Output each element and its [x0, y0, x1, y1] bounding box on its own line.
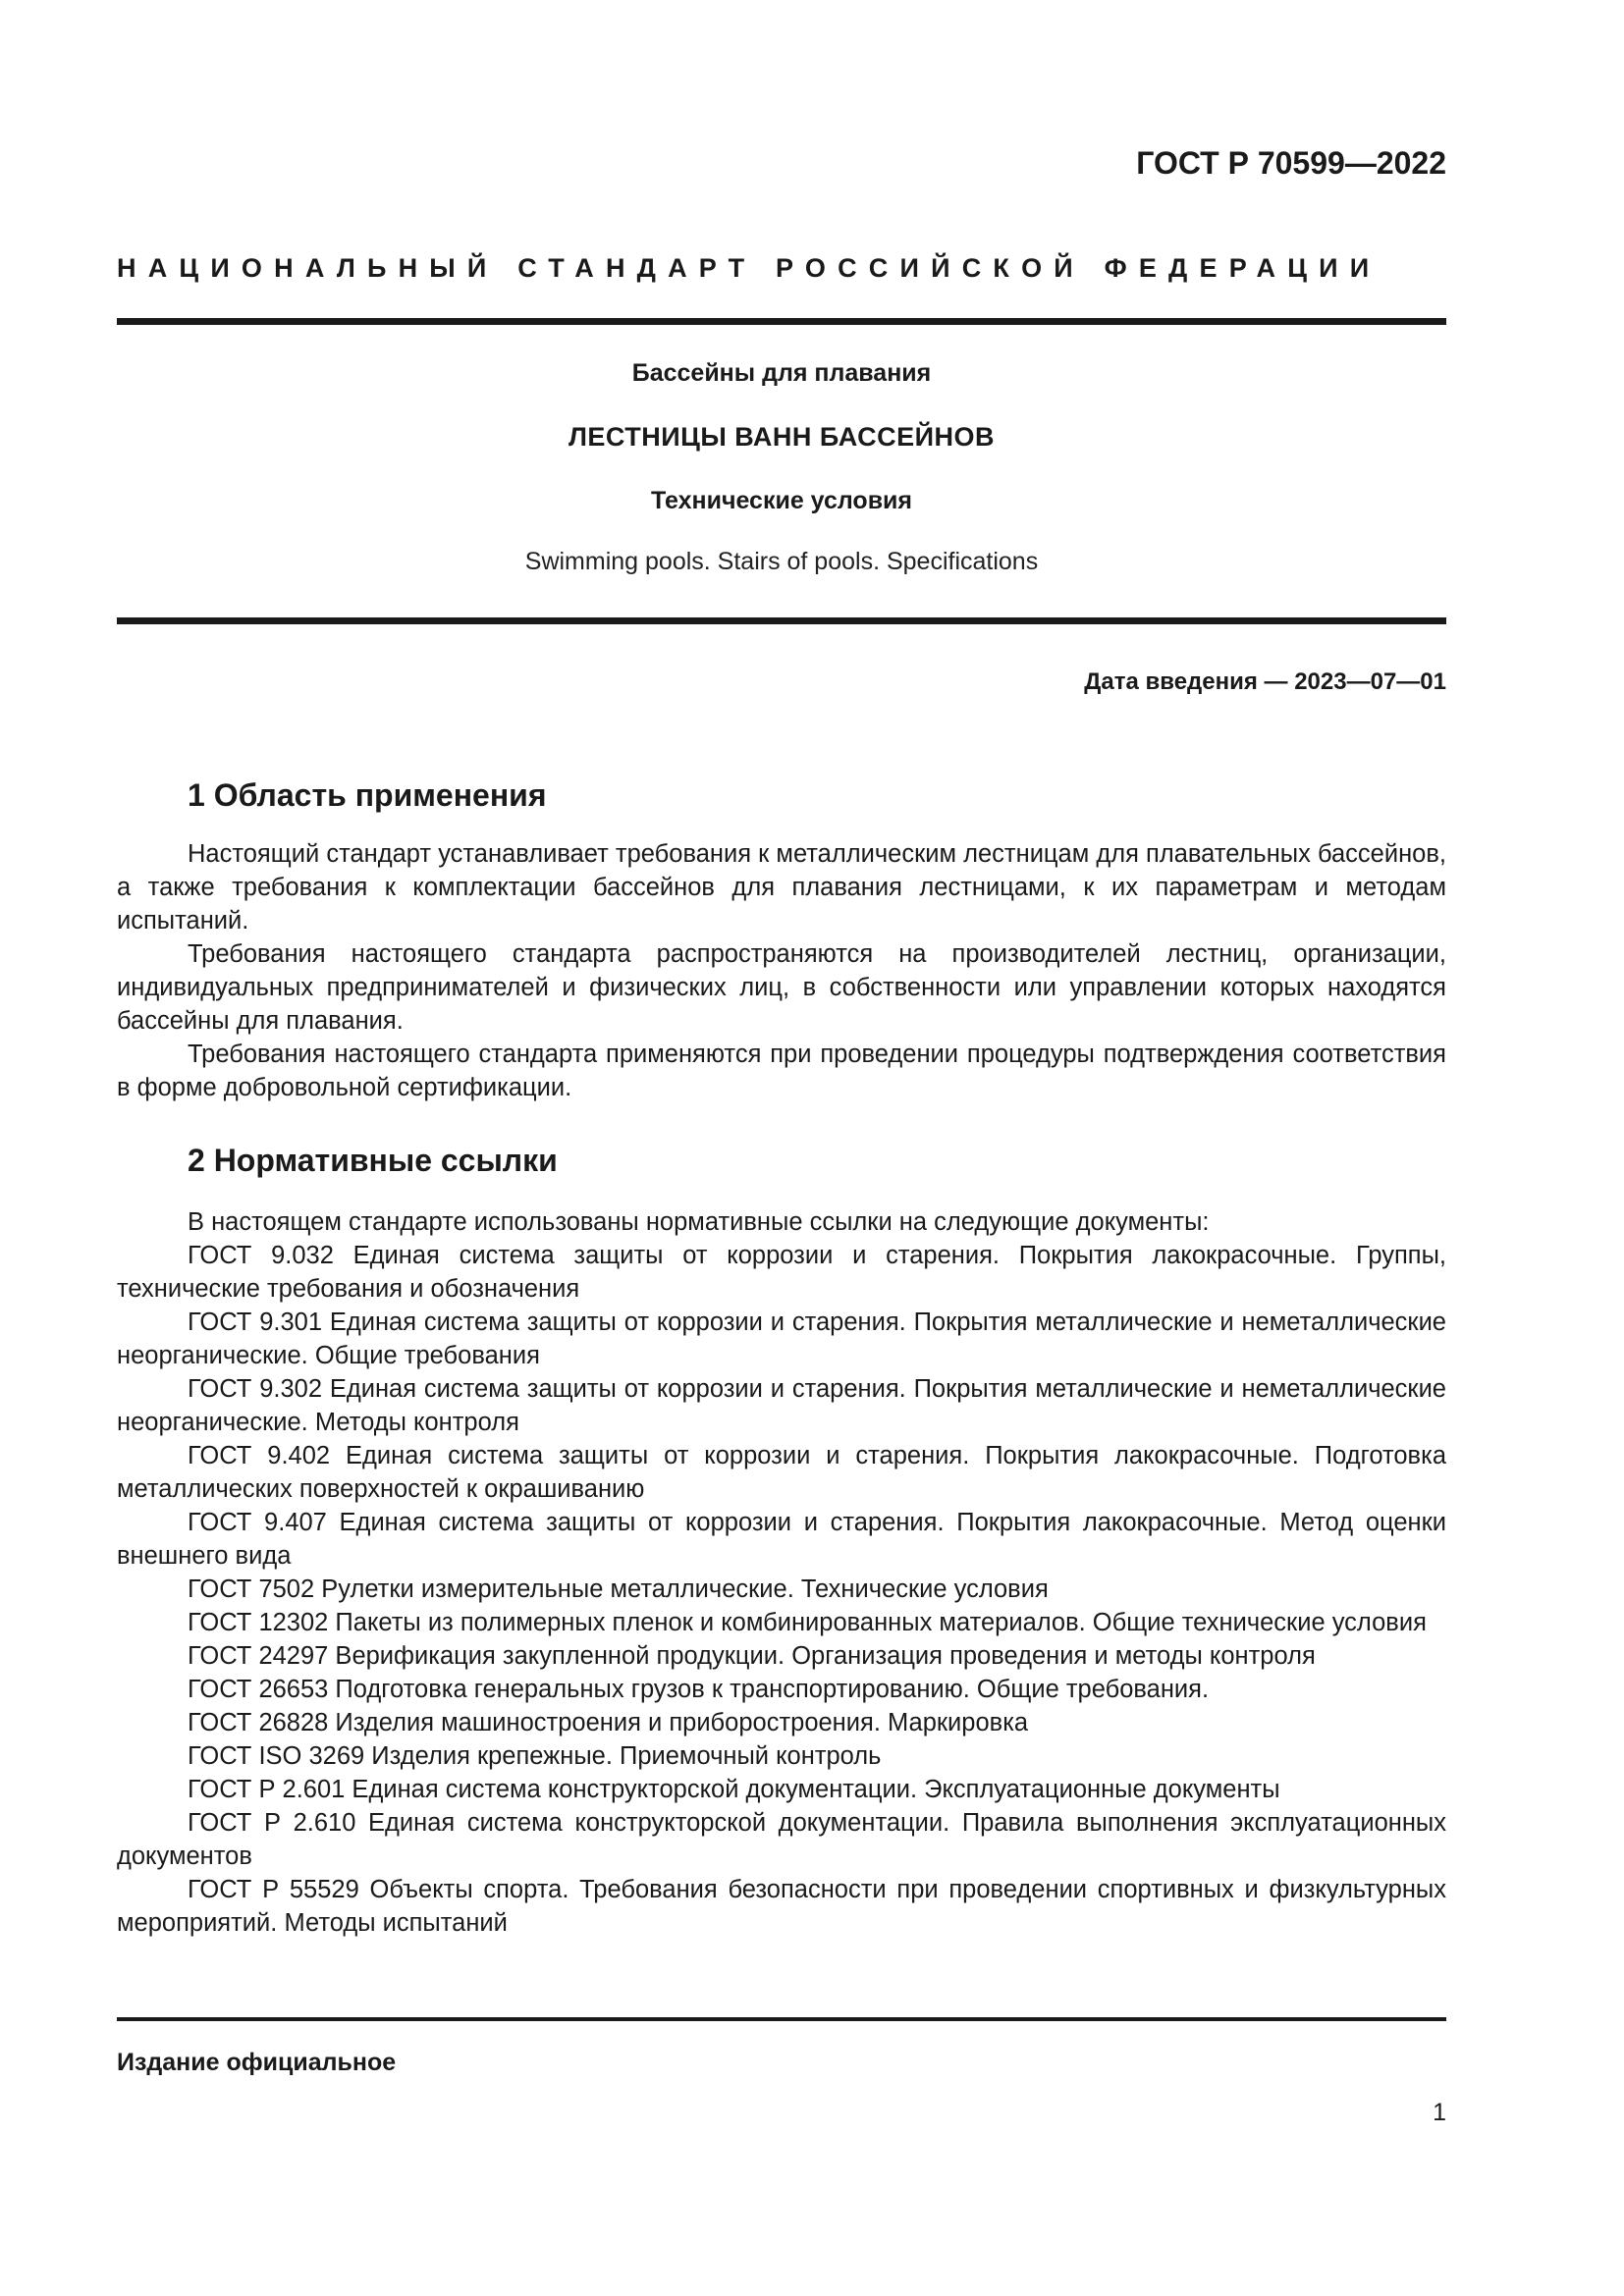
standard-number: ГОСТ Р 70599—2022 — [1136, 145, 1446, 181]
reference-item: ГОСТ 12302 Пакеты из полимерных пленок и комбинированных материалов. Общие технические условия — [188, 1609, 1427, 1636]
date-of-introduction: Дата введения — 2023—07—01 — [1084, 668, 1446, 695]
reference-item: ГОСТ 26828 Изделия машиностроения и приборостроения. Маркировка — [188, 1709, 1029, 1736]
official-edition-label: Издание официальное — [117, 2049, 397, 2076]
reference-item: ГОСТ 7502 Рулетки измерительные металлические. Технические условия — [188, 1575, 1049, 1603]
reference-item: ГОСТ 9.301 Единая система защиты от коррозии и старения. Покрытия металлические и неметаллические неорганические. Общие требования — [117, 1308, 1446, 1369]
title-english: Swimming pools. Stairs of pools. Specifications — [524, 548, 1039, 575]
paragraph: Настоящий стандарт устанавливает требования к металлическим лестницам для плавательных бассейнов, а также требования к комплектации бассейнов для плавания лестницами, к их параметрам и методам испытаний. — [117, 840, 1446, 934]
reference-item: ГОСТ Р 2.601 Единая система конструкторской документации. Эксплуатационные документы — [188, 1776, 1280, 1803]
reference-item: ГОСТ 26653 Подготовка генеральных грузов к транспортированию. Общие требования. — [188, 1676, 1210, 1703]
section-2-heading: 2 Нормативные ссылки — [188, 1143, 558, 1178]
reference-item: ГОСТ ISO 3269 Изделия крепежные. Приемочный контроль — [188, 1742, 882, 1770]
national-standard-title: НАЦИОНАЛЬНЫЙ СТАНДАРТ РОССИЙСКОЙ ФЕДЕРАЦИИ — [117, 253, 1381, 283]
footer-divider — [117, 2017, 1446, 2021]
paragraph: В настоящем стандарте использованы нормативные ссылки на следующие документы: — [188, 1208, 1210, 1236]
title-line-3: Технические условия — [650, 487, 913, 514]
title-line-1: Бассейны для плавания — [631, 359, 932, 387]
title-line-2: ЛЕСТНИЦЫ ВАНН БАССЕЙНОВ — [568, 422, 996, 452]
section-1-body — [117, 837, 1446, 1104]
reference-item: ГОСТ 9.407 Единая система защиты от коррозии и старения. Покрытия лакокрасочные. Метод оценки внешнего вида — [117, 1509, 1446, 1570]
reference-item: ГОСТ 9.032 Единая система защиты от коррозии и старения. Покрытия лакокрасочные. Группы, технические требования и обозначения — [117, 1242, 1446, 1303]
reference-item: ГОСТ 24297 Верификация закупленной продукции. Организация проведения и методы контроля — [188, 1642, 1316, 1670]
reference-item: ГОСТ Р 55529 Объекты спорта. Требования безопасности при проведении спортивных и физкультурных мероприятий. Методы испытаний — [117, 1876, 1446, 1937]
paragraph: Требования настоящего стандарта применяются при проведении процедуры подтверждения соответствия в форме добровольной сертификации. — [117, 1041, 1446, 1101]
title-divider — [117, 617, 1446, 624]
paragraph: Требования настоящего стандарта распространяются на производителей лестниц, организации, индивидуальных предпринимателей и физических лиц, в собственности или управлении которых находятся бассейны для плавания. — [117, 940, 1446, 1035]
reference-item: ГОСТ 9.302 Единая система защиты от коррозии и старения. Покрытия металлические и неметаллические неорганические. Методы контроля — [117, 1375, 1446, 1436]
top-divider — [117, 318, 1446, 325]
section-2-body — [117, 1205, 1446, 1940]
section-1-heading: 1 Область применения — [188, 777, 547, 813]
reference-item: ГОСТ 9.402 Единая система защиты от коррозии и старения. Покрытия лакокрасочные. Подготовка металлических поверхностей к окрашиванию — [117, 1442, 1446, 1503]
reference-item: ГОСТ Р 2.610 Единая система конструкторской документации. Правила выполнения эксплуатационных документов — [117, 1809, 1446, 1870]
page-number: 1 — [1433, 2099, 1446, 2126]
